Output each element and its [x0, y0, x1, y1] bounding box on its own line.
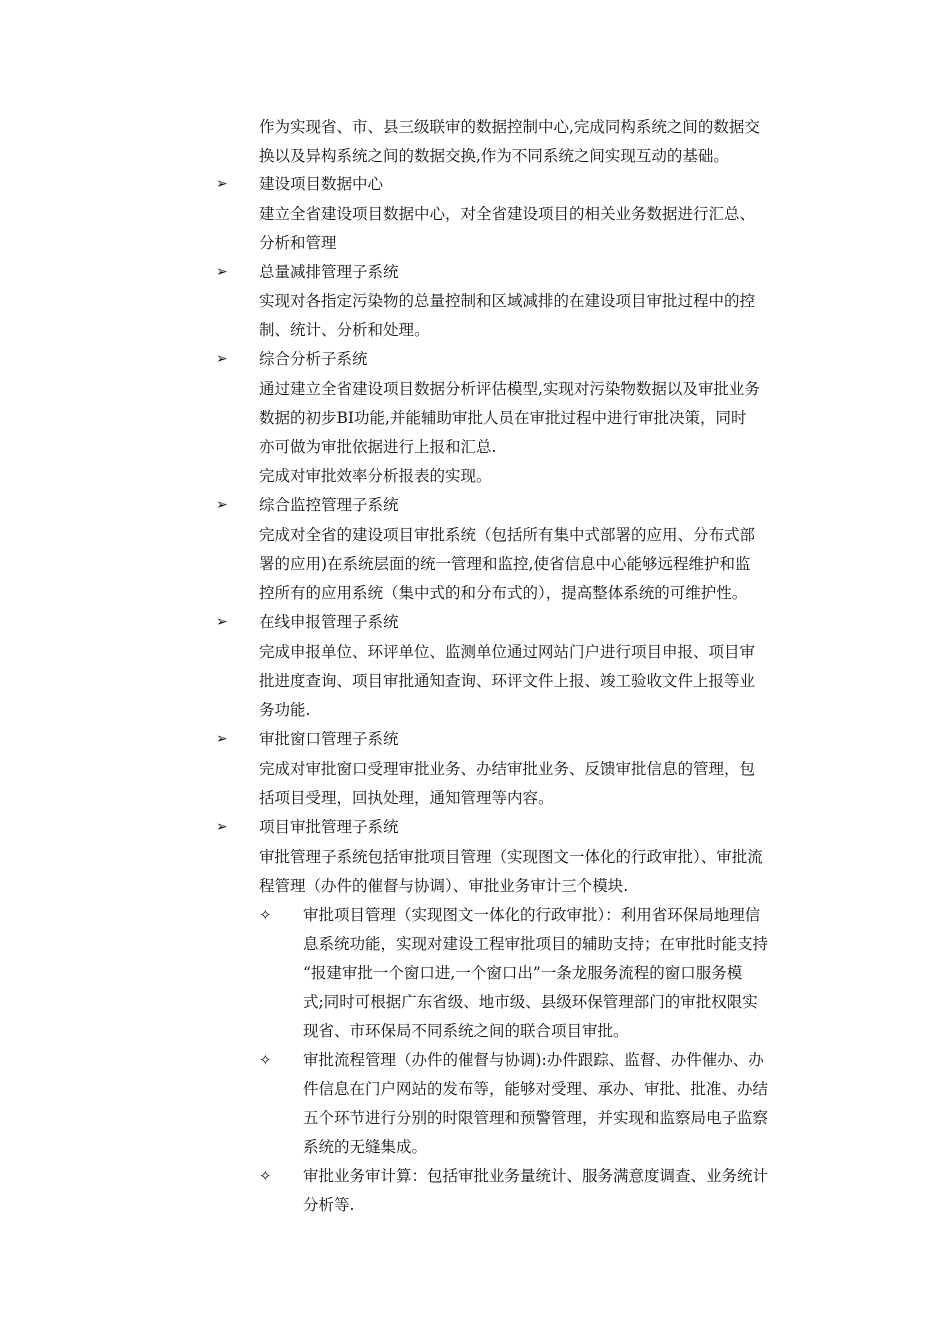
- intro-line: 换以及异构系统之间的数据交换,作为不同系统之间实现互动的基础。: [259, 147, 729, 165]
- arrow-bullet-icon: ➢: [216, 176, 228, 192]
- arrow-bullet-icon: ➢: [216, 351, 228, 367]
- sub-item-text: 现省、市环保局不同系统之间的联合项目审批。: [303, 1022, 629, 1040]
- sub-item-text: 件信息在门户网站的发布等，能够对受理、承办、审批、批准、办结: [303, 1080, 769, 1098]
- section-text: 完成对审批窗口受理审批业务、办结审批业务、反馈审批信息的管理，包: [259, 760, 756, 778]
- arrow-bullet-icon: ➢: [216, 614, 228, 630]
- sub-item-text: 息系统功能，实现对建设工程审批项目的辅助支持；在审批时能支持: [303, 935, 769, 953]
- sub-item-text: 系统的无缝集成。: [303, 1138, 428, 1156]
- diamond-bullet-icon: ✧: [259, 1167, 272, 1185]
- sub-item-text: 审批项目管理（实现图文一体化的行政审批）：利用省环保局地理信: [303, 906, 761, 924]
- section-heading: 综合分析子系统: [259, 350, 368, 368]
- intro-line: 作为实现省、市、县三级联审的数据控制中心,完成同构系统之间的数据交: [259, 118, 760, 136]
- section-text: 审批管理子系统包括审批项目管理（实现图文一体化的行政审批）、审批流: [259, 848, 763, 866]
- arrow-bullet-icon: ➢: [216, 497, 228, 513]
- section-text: 实现对各指定污染物的总量控制和区域减排的在建设项目审批过程中的控: [259, 292, 756, 310]
- section-text: 署的应用)在系统层面的统一管理和监控,使省信息中心能够远程维护和监: [259, 555, 751, 573]
- section-text: 完成对审批效率分析报表的实现。: [259, 467, 492, 485]
- sub-item-text: “报建审批一个窗口进,一个窗口出”一条龙服务流程的窗口服务模: [303, 964, 743, 982]
- section-text: 完成申报单位、环评单位、监测单位通过网站门户进行项目申报、项目审: [259, 643, 756, 661]
- sub-item-text: 五个环节进行分别的时限管理和预警管理，并实现和监察局电子监察: [303, 1109, 769, 1127]
- section-heading: 审批窗口管理子系统: [259, 730, 399, 748]
- section-text: 亦可做为审批依据进行上报和汇总.: [259, 438, 497, 456]
- sub-item-text: 审批流程管理（办件的催督与协调):办件跟踪、监督、办件催办、办: [303, 1051, 764, 1069]
- section-text: 完成对全省的建设项目审批系统（包括所有集中式部署的应用、分布式部: [259, 526, 756, 544]
- section-heading: 在线申报管理子系统: [259, 613, 399, 631]
- section-text: 控所有的应用系统（集中式的和分布式的），提高整体系统的可维护性。: [259, 584, 748, 602]
- section-text: 数据的初步BI功能,并能辅助审批人员在审批过程中进行审批决策，同时: [259, 409, 747, 427]
- section-heading: 总量减排管理子系统: [259, 263, 399, 281]
- section-heading: 建设项目数据中心: [259, 175, 384, 193]
- section-text: 务功能.: [259, 701, 311, 719]
- diamond-bullet-icon: ✧: [259, 1051, 272, 1069]
- section-text: 括项目受理，回执处理，通知管理等内容。: [259, 789, 554, 807]
- arrow-bullet-icon: ➢: [216, 731, 228, 747]
- section-text: 通过建立全省建设项目数据分析评估模型,实现对污染物数据以及审批业务: [259, 380, 760, 398]
- section-text: 程管理（办件的催督与协调）、审批业务审计三个模块.: [259, 877, 629, 895]
- section-text: 分析和管理: [259, 234, 337, 252]
- section-text: 批进度查询、项目审批通知查询、环评文件上报、竣工验收文件上报等业: [259, 672, 756, 690]
- section-heading: 项目审批管理子系统: [259, 818, 399, 836]
- arrow-bullet-icon: ➢: [216, 819, 228, 835]
- section-text: 制、统计、分析和处理。: [259, 321, 430, 339]
- sub-item-text: 式;同时可根据广东省级、地市级、县级环保管理部门的审批权限实: [303, 993, 758, 1011]
- sub-item-text: 分析等.: [303, 1196, 355, 1214]
- diamond-bullet-icon: ✧: [259, 906, 272, 924]
- section-text: 建立全省建设项目数据中心，对全省建设项目的相关业务数据进行汇总、: [259, 205, 756, 223]
- arrow-bullet-icon: ➢: [216, 264, 228, 280]
- section-heading: 综合监控管理子系统: [259, 496, 399, 514]
- sub-item-text: 审批业务审计算：包括审批业务量统计、服务满意度调查、业务统计: [303, 1167, 769, 1185]
